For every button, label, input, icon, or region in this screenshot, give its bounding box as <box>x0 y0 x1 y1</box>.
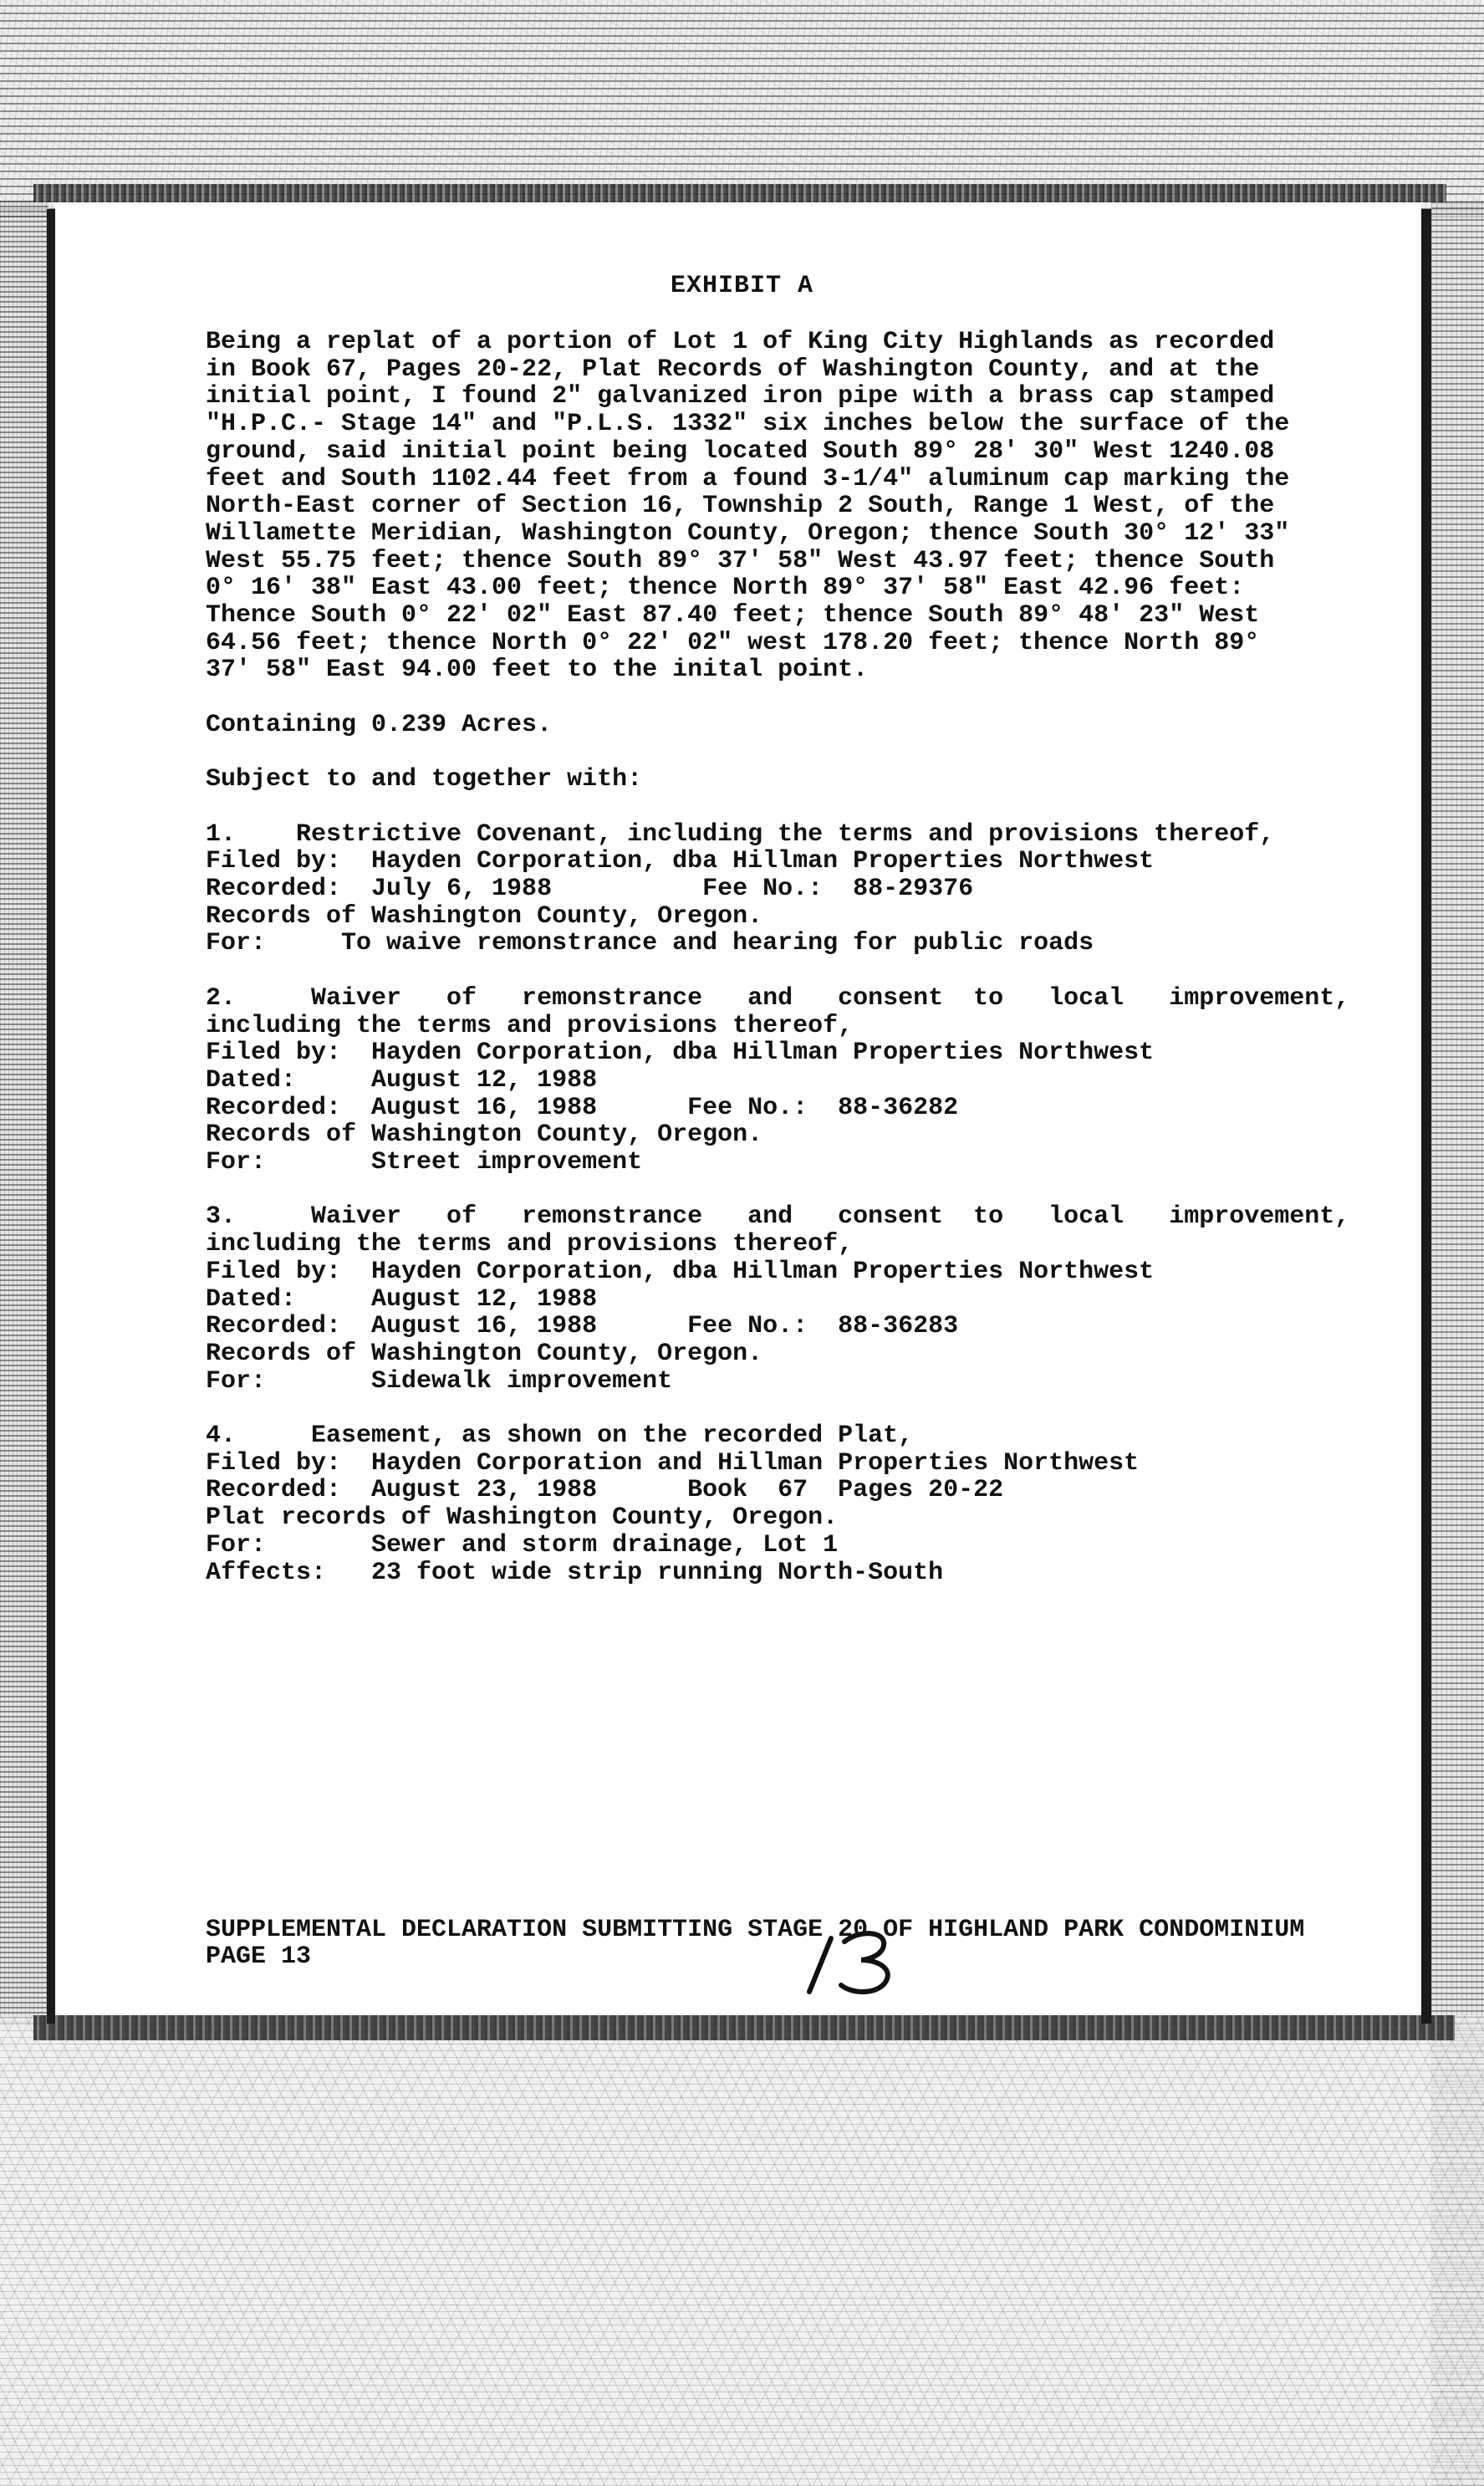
description-line: 64.56 feet; thence North 0° 22′ 02" west 178.20 feet; thence North 89° <box>206 628 1260 657</box>
description-line: Being a replat of a portion of Lot 1 of King City Highlands as recorded <box>206 328 1275 356</box>
footer-title: SUPPLEMENTAL DECLARATION SUBMITTING STAGE 20 OF HIGHLAND PARK CONDOMINIUM <box>206 1916 1305 1944</box>
document-body <box>206 329 1354 1586</box>
item-heading: 2. Waiver of remonstrance and consent to local improvement, <box>206 983 1350 1013</box>
item-field: For: Street improvement <box>206 1148 643 1177</box>
item-field: Plat records of Washington County, Oregon. <box>206 1503 839 1533</box>
item-heading: including the terms and provisions thereof, <box>206 1011 854 1040</box>
description-line: 37′ 58" East 94.00 feet to the inital point. <box>206 656 869 685</box>
item-heading: including the terms and provisions thereof, <box>206 1230 854 1259</box>
encumbrance-item <box>206 821 1354 958</box>
encumbrance-item <box>206 985 1354 1177</box>
item-field: Dated: August 12, 1988 <box>206 1065 598 1095</box>
document-footer <box>206 1917 1376 1970</box>
description-line: Thence South 0° 22′ 02" East 87.40 feet; thence South 89° 48′ 23" West <box>206 601 1260 630</box>
description-line: North-East corner of Section 16, Township 2 South, Range 1 West, of the <box>206 492 1275 521</box>
page-edge-right <box>1421 209 1431 2024</box>
item-field: Filed by: Hayden Corporation and Hillman Properties Northwest <box>206 1448 1140 1478</box>
item-field: Filed by: Hayden Corporation, dba Hillman Properties Northwest <box>206 847 1155 876</box>
scan-noise-left <box>0 201 48 2024</box>
description-line: "H.P.C.- Stage 14" and "P.L.S. 1332" six inches below the surface of the <box>206 410 1290 439</box>
description-line: initial point, I found 2" galvanized iron pipe with a brass cap stamped <box>206 382 1275 411</box>
item-heading: 3. Waiver of remonstrance and consent to local improvement, <box>206 1202 1350 1232</box>
subject-to-heading: Subject to and together with: <box>206 765 643 794</box>
description-line: ground, said initial point being located South 89° 28′ 30" West 1240.08 <box>206 436 1275 466</box>
encumbrance-item <box>206 1422 1354 1586</box>
item-field: Dated: August 12, 1988 <box>206 1284 598 1314</box>
handwritten-page-number <box>803 1923 911 1998</box>
exhibit-title: EXHIBIT A <box>670 272 814 300</box>
item-field: Filed by: Hayden Corporation, dba Hillman Properties Northwest <box>206 1039 1155 1068</box>
description-line: West 55.75 feet; thence South 89° 37′ 58" West 43.97 feet; thence South <box>206 546 1275 575</box>
item-field: Records of Washington County, Oregon. <box>206 1339 763 1368</box>
item-field: For: Sewer and storm drainage, Lot 1 <box>206 1530 839 1559</box>
item-field: Affects: 23 foot wide strip running North-South <box>206 1558 944 1587</box>
description-line: feet and South 1102.44 feet from a found 3-1/4" aluminum cap marking the <box>206 464 1290 493</box>
footer-page-label: PAGE 13 <box>206 1942 312 1971</box>
scan-noise-bottom <box>0 2015 1484 2486</box>
encumbrance-item <box>206 1203 1354 1395</box>
legal-description <box>206 329 1354 684</box>
item-field: For: To waive remonstrance and hearing for public roads <box>206 929 1094 958</box>
description-line: Willamette Meridian, Washington County, Oregon; thence South 30° 12′ 33" <box>206 518 1290 548</box>
item-field: Recorded: August 16, 1988 Fee No.: 88-36282 <box>206 1093 959 1122</box>
item-field: Recorded: August 23, 1988 Book 67 Pages 20-22 <box>206 1476 1004 1505</box>
scan-edge-top <box>33 184 1446 202</box>
item-heading: 4. Easement, as shown on the recorded Plat, <box>206 1422 914 1451</box>
item-field: Records of Washington County, Oregon. <box>206 1120 763 1150</box>
description-line: in Book 67, Pages 20-22, Plat Records of Washington County, and at the <box>206 355 1260 384</box>
containing-acreage: Containing 0.239 Acres. <box>206 710 553 739</box>
item-field: Records of Washington County, Oregon. <box>206 901 763 931</box>
item-heading: 1. Restrictive Covenant, including the terms and provisions thereof, <box>206 819 1275 849</box>
scan-edge-bottom <box>33 2015 1455 2040</box>
item-field: Recorded: August 16, 1988 Fee No.: 88-36283 <box>206 1312 959 1341</box>
item-field: Filed by: Hayden Corporation, dba Hillman Properties Northwest <box>206 1257 1155 1286</box>
page-edge-left <box>47 209 55 2024</box>
item-field: For: Sidewalk improvement <box>206 1366 673 1396</box>
description-line: 0° 16′ 38" East 43.00 feet; thence North 89° 37′ 58" East 42.96 feet: <box>206 574 1245 603</box>
item-field: Recorded: July 6, 1988 Fee No.: 88-29376 <box>206 875 974 904</box>
